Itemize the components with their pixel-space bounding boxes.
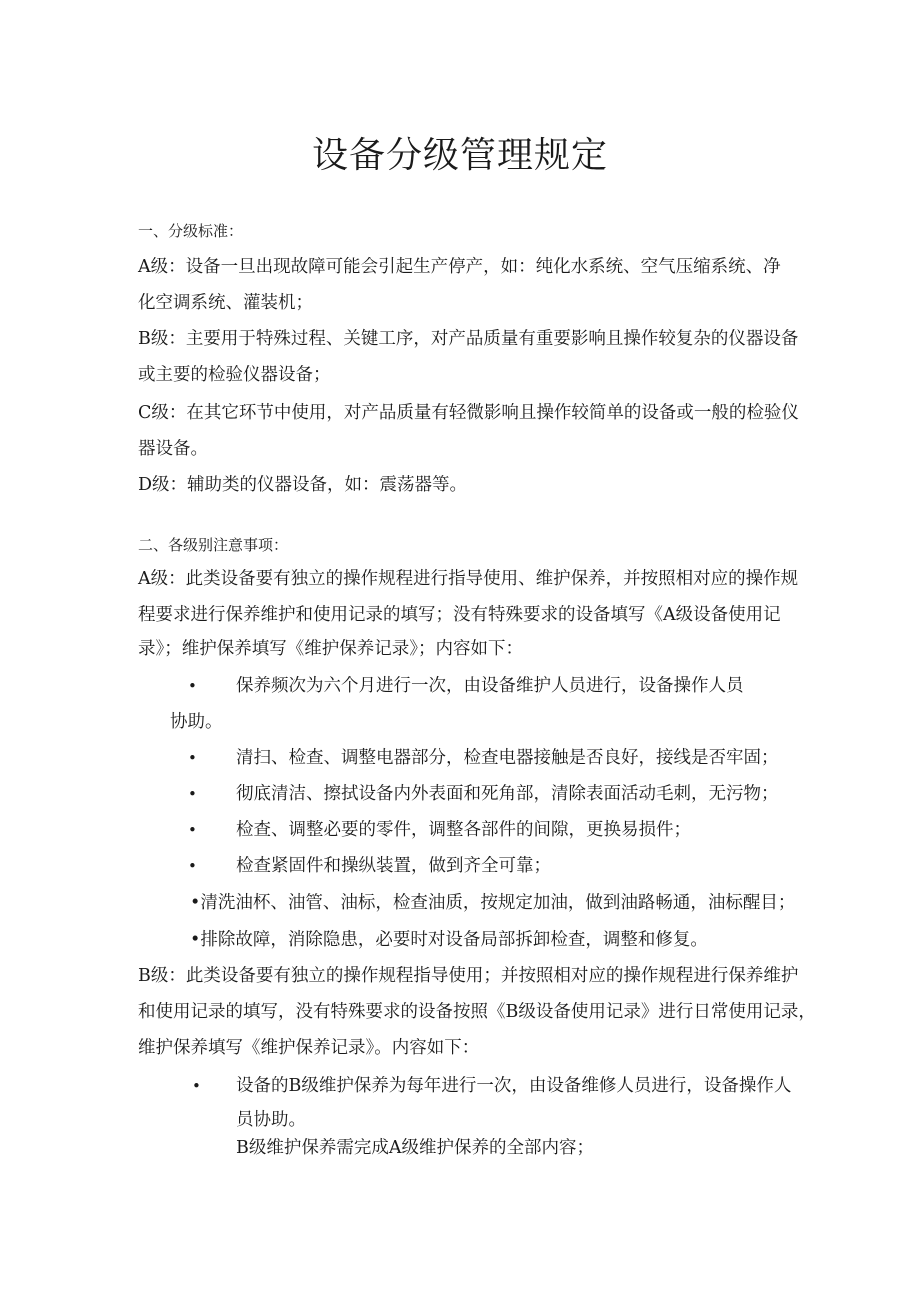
- bullet-icon: •: [188, 857, 197, 875]
- bullet-icon: •: [188, 785, 197, 803]
- bullet-icon: •: [188, 677, 197, 695]
- section-heading-1: 一、分级标准：: [138, 222, 244, 240]
- s2-grade-b-line-3: 维护保养填写《维护保养记录》。内容如下：: [138, 1038, 480, 1058]
- b-item-1-line-2: 员协助。: [236, 1110, 306, 1130]
- a-item-7: •排除故障，消除隐患，必要时对设备局部拆卸检查，调整和修复。: [190, 930, 708, 950]
- b-item-1-line-3: B级维护保养需完成A级维护保养的全部内容；: [236, 1138, 594, 1158]
- a-item-1-line-2: 协助。: [170, 712, 223, 732]
- s2-grade-b-line-2: 和使用记录的填写，没有特殊要求的设备按照《B级设备使用记录》进行日常使用记录，: [138, 1002, 816, 1022]
- a-item-5: 检查紧固件和操纵装置，做到齐全可靠；: [236, 856, 551, 876]
- a-item-1-line-1: 保养频次为六个月进行一次，由设备维护人员进行，设备操作人员: [236, 676, 744, 696]
- grade-a-line-2: 化空调系统、灌装机；: [138, 293, 313, 313]
- grade-b-line-1: B级：主要用于特殊过程、关键工序，对产品质量有重要影响且操作较复杂的仪器设备: [138, 329, 799, 349]
- grade-a-line-1: A级：设备一旦出现故障可能会引起生产停产，如：纯化水系统、空气压缩系统、净: [138, 257, 781, 277]
- a-item-2: 清扫、检查、调整电器部分，检查电器接触是否良好，接线是否牢固；: [236, 748, 779, 768]
- page-title: 设备分级管理规定: [311, 135, 608, 176]
- a-item-3: 彻底清洁、擦拭设备内外表面和死角部，清除表面活动毛刺，无污物；: [236, 784, 779, 804]
- s2-grade-a-line-2: 程要求进行保养维护和使用记录的填写；没有特殊要求的设备填写《A级设备使用记: [138, 605, 781, 625]
- a-item-4: 检查、调整必要的零件，调整各部件的间隙，更换易损件；: [236, 820, 691, 840]
- bullet-icon: •: [188, 821, 197, 839]
- bullet-icon: •: [188, 749, 197, 767]
- s2-grade-b-line-1: B级：此类设备要有独立的操作规程指导使用；并按照相对应的操作规程进行保养维护: [138, 966, 799, 986]
- grade-b-line-2: 或主要的检验仪器设备；: [138, 365, 331, 385]
- s2-grade-a-line-3: 录》；维护保养填写《维护保养记录》；内容如下：: [138, 639, 523, 659]
- b-item-1-line-1: 设备的B级维护保养为每年进行一次，由设备维修人员进行，设备操作人: [236, 1076, 792, 1096]
- grade-d-line: D级：辅助类的仪器设备，如：震荡器等。: [138, 475, 468, 495]
- bullet-icon: •: [192, 1077, 201, 1095]
- grade-c-line-2: 器设备。: [138, 439, 208, 459]
- grade-c-line-1: C级：在其它环节中使用，对产品质量有轻微影响且操作较简单的设备或一般的检验仪: [138, 403, 799, 423]
- s2-grade-a-line-1: A级：此类设备要有独立的操作规程进行指导使用、维护保养，并按照相对应的操作规: [138, 569, 799, 589]
- a-item-6: •清洗油杯、油管、油标，检查油质，按规定加油，做到油路畅通，油标醒目；: [190, 893, 796, 913]
- section-heading-2: 二、各级别注意事项：: [138, 536, 289, 554]
